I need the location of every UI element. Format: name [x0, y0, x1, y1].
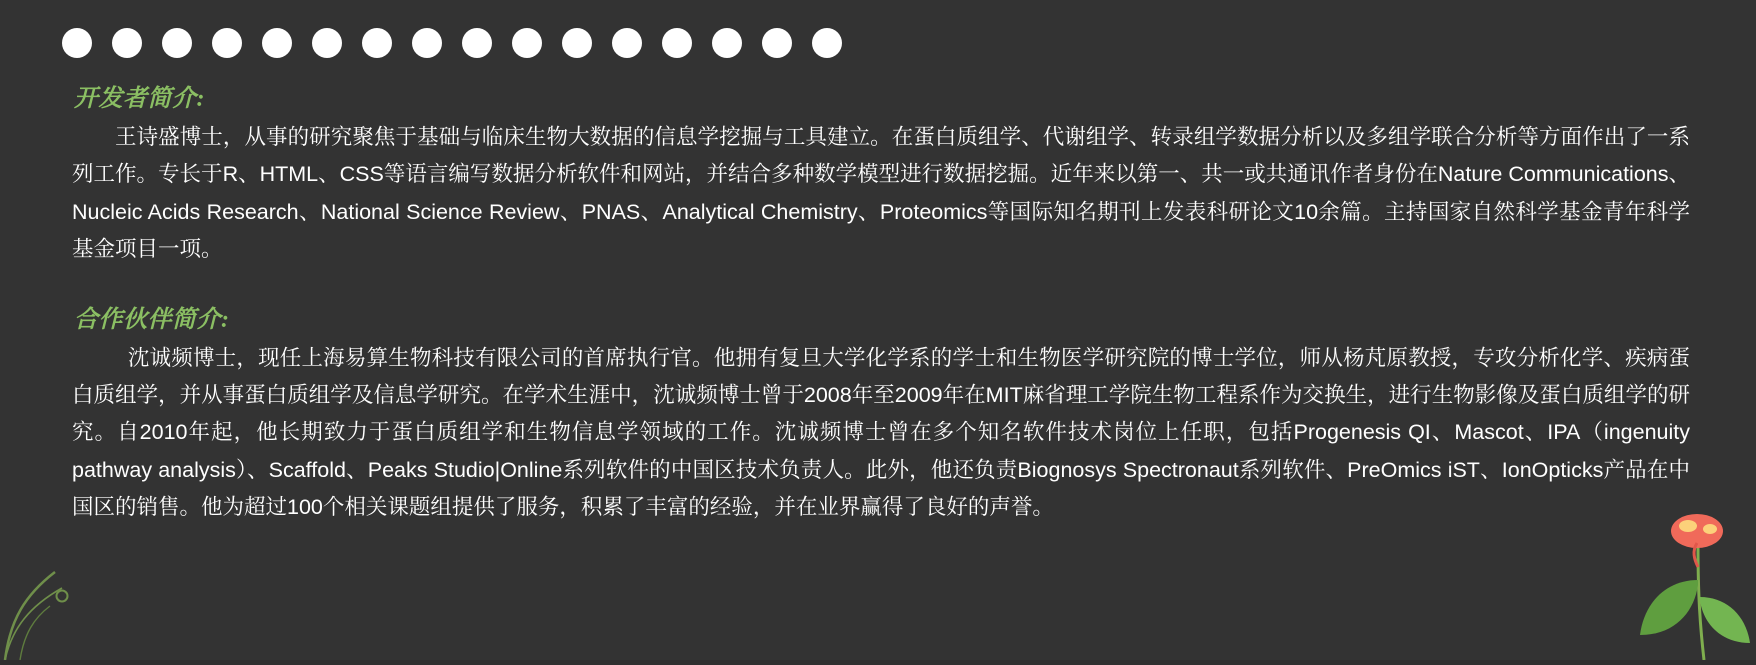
decorative-dot [312, 28, 342, 58]
decorative-dot [612, 28, 642, 58]
section-body-partner: 沈诚频博士，现任上海易算生物科技有限公司的首席执行官。他拥有复旦大学化学系的学士和生物医学研究院的博士学位，师从杨芃原教授，专攻分析化学、疾病蛋白质组学，并从事蛋白质组学及信息学研究。在学术生涯中，沈诚频博士曾于2008年至2009年在MIT麻省理工学院生物工程系作为交换生，进行生物影像及蛋白质组学的研究。自2010年起，他长期致力于蛋白质组学和生物信息学领域的工作。沈诚频博士曾在多个知名软件技术岗位上任职，包括Progenesis QI、Mascot、IPA（ingenuity pathway analysis）、Scaffold、Peaks Studio|Online系列软件的中国区技术负责人。此外，他还负责Biognosys Spectronaut系列软件、PreOmics iST、IonOpticks产品在中国区的销售。他为超过100个相关课题组提供了服务，积累了丰富的经验，并在业界赢得了良好的声誉。 [72, 345, 1690, 520]
section-title-developer: 开发者简介: [74, 86, 205, 112]
decorative-dot [462, 28, 492, 58]
decorative-dot [812, 28, 842, 58]
section-title-partner: 合作伙伴简介: [74, 306, 230, 333]
decorative-dot [362, 28, 392, 58]
section-body-developer: 王诗盛博士，从事的研究聚焦于基础与临床生物大数据的信息学挖掘与工具建立。在蛋白质组学、代谢组学、转录组学数据分析以及多组学联合分析等方面作出了一系列工作。专长于R、HTML、CSS等语言编写数据分析软件和网站，并结合多种数学模型进行数据挖掘。近年来以第一、共一或共通讯作者身份在Nature Communications、Nucleic Acids Research、National Science Review、PNAS、Analytical Chemistry、Proteomics等国际知名期刊上发表科研论文10余篇。主持国家自然科学基金青年科学基金项目一项。 [72, 125, 1690, 262]
decorative-dot [512, 28, 542, 58]
decorative-dot [762, 28, 792, 58]
decorative-dot [262, 28, 292, 58]
decorative-dot [162, 28, 192, 58]
decorative-dot [712, 28, 742, 58]
decorative-dot [212, 28, 242, 58]
decorative-dot [62, 28, 92, 58]
decorative-dot-row [62, 28, 842, 58]
decorative-dot [112, 28, 142, 58]
slide-content [60, 78, 1700, 531]
decorative-dot [562, 28, 592, 58]
decorative-dot [662, 28, 692, 58]
leaf-sprig-icon [0, 510, 120, 660]
decorative-dot [412, 28, 442, 58]
